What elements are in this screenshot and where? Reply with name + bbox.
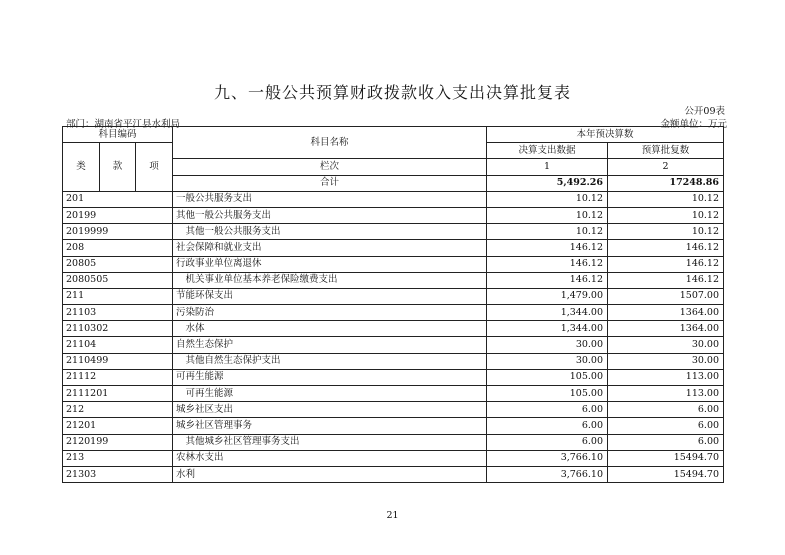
final-amount-cell: 1,344.00 xyxy=(487,321,608,337)
subject-name-cell: 社会保障和就业支出 xyxy=(173,240,487,256)
subject-code-cell: 2111201 xyxy=(63,386,173,402)
approved-amount-cell: 15494.70 xyxy=(608,466,724,482)
table-row xyxy=(63,402,724,418)
approved-amount-cell: 1507.00 xyxy=(608,288,724,304)
table-row xyxy=(63,337,724,353)
subject-name-cell: 水利 xyxy=(173,466,487,482)
header-row-1 xyxy=(63,127,724,143)
subject-code-cell: 2019999 xyxy=(63,224,173,240)
subject-code-header: 科目编码 xyxy=(63,127,173,143)
subject-name-cell: 污染防治 xyxy=(173,305,487,321)
subject-name-cell: 城乡社区管理事务 xyxy=(173,418,487,434)
approved-amount-cell: 10.12 xyxy=(608,224,724,240)
final-amount-cell: 1,479.00 xyxy=(487,288,608,304)
subject-name-cell: 节能环保支出 xyxy=(173,288,487,304)
subject-name-cell: 其他一般公共服务支出 xyxy=(173,224,487,240)
page-title: 九、一般公共预算财政拨款收入支出决算批复表 xyxy=(213,83,571,102)
subject-name-cell: 水体 xyxy=(173,321,487,337)
subject-name-cell: 自然生态保护 xyxy=(173,337,487,353)
approved-amount-cell: 6.00 xyxy=(608,418,724,434)
subject-code-cell: 213 xyxy=(63,450,173,466)
final-col-header: 决算支出数据 xyxy=(487,143,608,159)
table-row xyxy=(63,353,724,369)
subject-name-cell: 行政事业单位离退休 xyxy=(173,256,487,272)
form-number: 公开09表 xyxy=(684,106,725,117)
final-amount-cell: 30.00 xyxy=(487,353,608,369)
table-row xyxy=(63,418,724,434)
approved-amount-cell: 113.00 xyxy=(608,386,724,402)
final-amount-cell: 146.12 xyxy=(487,240,608,256)
col2-number: 2 xyxy=(608,159,724,175)
subject-code-cell: 21103 xyxy=(63,305,173,321)
table-row xyxy=(63,191,724,207)
lanci-label: 栏次 xyxy=(173,159,487,175)
approved-amount-cell: 146.12 xyxy=(608,256,724,272)
subject-name-cell: 其他一般公共服务支出 xyxy=(173,207,487,223)
final-amount-cell: 1,344.00 xyxy=(487,305,608,321)
approved-amount-cell: 10.12 xyxy=(608,191,724,207)
final-amount-cell: 146.12 xyxy=(487,256,608,272)
table-row xyxy=(63,386,724,402)
table-row xyxy=(63,224,724,240)
final-amount-cell: 30.00 xyxy=(487,337,608,353)
col1-number: 1 xyxy=(487,159,608,175)
subject-name-cell: 城乡社区支出 xyxy=(173,402,487,418)
subject-name-cell: 其他城乡社区管理事务支出 xyxy=(173,434,487,450)
subject-code-cell: 21112 xyxy=(63,369,173,385)
approved-amount-cell: 6.00 xyxy=(608,434,724,450)
final-amount-cell: 3,766.10 xyxy=(487,450,608,466)
total-final: 5,492.26 xyxy=(487,175,608,191)
final-amount-cell: 6.00 xyxy=(487,418,608,434)
subject-name-cell: 可再生能源 xyxy=(173,386,487,402)
approved-amount-cell: 10.12 xyxy=(608,207,724,223)
final-amount-cell: 6.00 xyxy=(487,402,608,418)
approved-amount-cell: 113.00 xyxy=(608,369,724,385)
subject-name-header: 科目名称 xyxy=(173,127,487,159)
department-label: 部门：湖南省平江县水利局 xyxy=(66,119,181,130)
unit-label: 金额单位：万元 xyxy=(660,119,727,130)
approved-amount-cell: 1364.00 xyxy=(608,305,724,321)
subject-code-cell: 208 xyxy=(63,240,173,256)
final-amount-cell: 10.12 xyxy=(487,224,608,240)
final-amount-cell: 10.12 xyxy=(487,207,608,223)
table-row xyxy=(63,240,724,256)
approved-amount-cell: 146.12 xyxy=(608,272,724,288)
subject-code-cell: 211 xyxy=(63,288,173,304)
approved-amount-cell: 30.00 xyxy=(608,353,724,369)
approved-amount-cell: 15494.70 xyxy=(608,450,724,466)
subject-code-cell: 2110499 xyxy=(63,353,173,369)
table-row xyxy=(63,288,724,304)
table-row xyxy=(63,272,724,288)
subject-code-cell: 21104 xyxy=(63,337,173,353)
kuan-header: 款 xyxy=(100,143,136,192)
subject-code-cell: 2080505 xyxy=(63,272,173,288)
subject-name-cell: 农林水支出 xyxy=(173,450,487,466)
table-row xyxy=(63,256,724,272)
approved-col-header: 预算批复数 xyxy=(608,143,724,159)
xiang-header: 项 xyxy=(136,143,173,192)
final-amount-cell: 105.00 xyxy=(487,386,608,402)
table-row xyxy=(63,450,724,466)
table-row xyxy=(63,207,724,223)
subject-code-cell: 21201 xyxy=(63,418,173,434)
table-row xyxy=(63,434,724,450)
lei-header: 类 xyxy=(63,143,100,192)
approved-amount-cell: 146.12 xyxy=(608,240,724,256)
approved-amount-cell: 6.00 xyxy=(608,402,724,418)
page-number: 21 xyxy=(386,510,399,521)
table-row xyxy=(63,321,724,337)
subject-code-cell: 2110302 xyxy=(63,321,173,337)
subject-name-cell: 一般公共服务支出 xyxy=(173,191,487,207)
approved-amount-cell: 1364.00 xyxy=(608,321,724,337)
subject-code-cell: 20805 xyxy=(63,256,173,272)
subject-name-cell: 机关事业单位基本养老保险缴费支出 xyxy=(173,272,487,288)
total-label: 合计 xyxy=(173,175,487,191)
final-amount-cell: 10.12 xyxy=(487,191,608,207)
subject-code-cell: 201 xyxy=(63,191,173,207)
final-amount-cell: 3,766.10 xyxy=(487,466,608,482)
final-amount-cell: 105.00 xyxy=(487,369,608,385)
final-amount-cell: 6.00 xyxy=(487,434,608,450)
budget-table xyxy=(62,126,724,483)
total-approved: 17248.86 xyxy=(608,175,724,191)
approved-amount-cell: 30.00 xyxy=(608,337,724,353)
subject-code-cell: 212 xyxy=(63,402,173,418)
budget-group-header: 本年预决算数 xyxy=(487,127,724,143)
subject-name-cell: 可再生能源 xyxy=(173,369,487,385)
subject-code-cell: 21303 xyxy=(63,466,173,482)
subject-name-cell: 其他自然生态保护支出 xyxy=(173,353,487,369)
subject-code-cell: 20199 xyxy=(63,207,173,223)
subject-code-cell: 2120199 xyxy=(63,434,173,450)
final-amount-cell: 146.12 xyxy=(487,272,608,288)
table-row xyxy=(63,466,724,482)
table-row xyxy=(63,305,724,321)
table-row xyxy=(63,369,724,385)
